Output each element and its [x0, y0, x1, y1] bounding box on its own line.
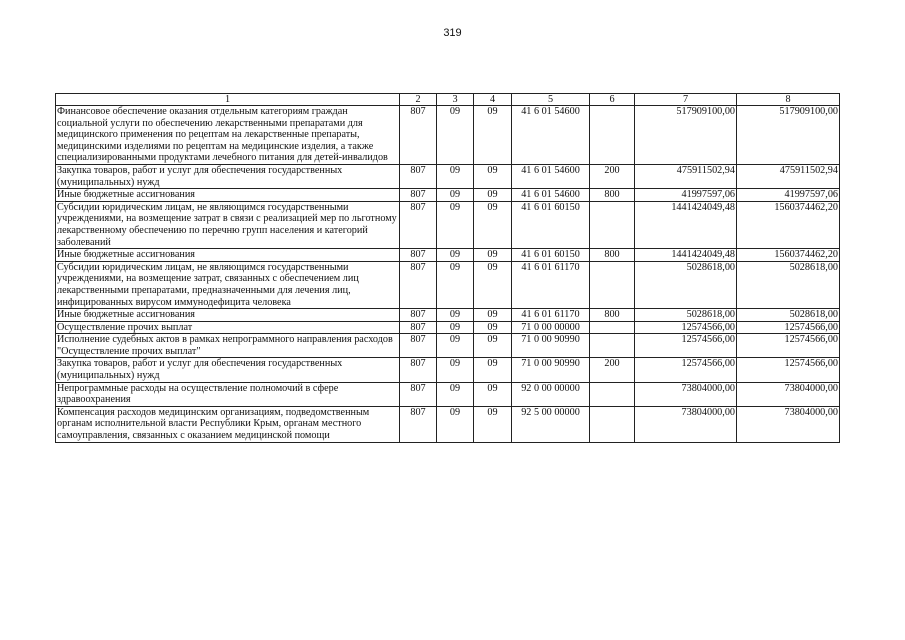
target-article-code: 41 6 01 54600	[512, 164, 590, 188]
row-name: Непрограммные расходы на осуществление полномочий в сфере здравоохранения	[56, 382, 400, 406]
row-name: Иные бюджетные ассигнования	[56, 309, 400, 322]
header-row	[56, 94, 840, 106]
subsection-code: 09	[474, 164, 512, 188]
expense-type-code: 800	[590, 309, 635, 322]
amount-col8: 5028618,00	[737, 261, 840, 308]
table-row	[56, 249, 840, 262]
ministry-code: 807	[400, 406, 437, 442]
ministry-code: 807	[400, 358, 437, 382]
amount-col7: 73804000,00	[635, 382, 737, 406]
row-name: Осуществление прочих выплат	[56, 321, 400, 334]
section-code: 09	[437, 334, 474, 358]
ministry-code: 807	[400, 321, 437, 334]
table-row	[56, 201, 840, 248]
expense-type-code	[590, 261, 635, 308]
subsection-code: 09	[474, 334, 512, 358]
target-article-code: 71 0 00 90990	[512, 334, 590, 358]
amount-col7: 73804000,00	[635, 406, 737, 442]
amount-col7: 1441424049,48	[635, 201, 737, 248]
col-header-4: 4	[474, 94, 512, 106]
subsection-code: 09	[474, 309, 512, 322]
page-number: 319	[443, 27, 462, 39]
amount-col8: 73804000,00	[737, 406, 840, 442]
section-code: 09	[437, 358, 474, 382]
target-article-code: 92 5 00 00000	[512, 406, 590, 442]
row-name: Иные бюджетные ассигнования	[56, 249, 400, 262]
subsection-code: 09	[474, 382, 512, 406]
target-article-code: 41 6 01 61170	[512, 309, 590, 322]
target-article-code: 92 0 00 00000	[512, 382, 590, 406]
col-header-5: 5	[512, 94, 590, 106]
table-row	[56, 189, 840, 202]
amount-col8: 517909100,00	[737, 106, 840, 165]
section-code: 09	[437, 309, 474, 322]
ministry-code: 807	[400, 106, 437, 165]
target-article-code: 71 0 00 90990	[512, 358, 590, 382]
table-row	[56, 321, 840, 334]
budget-table	[55, 93, 840, 443]
row-name: Компенсация расходов медицинским организациям, подведомственным органам исполнительной власти Республики Крым, органам местного самоуправления, связанных с оказанием медицинской помощи	[56, 406, 400, 442]
row-name: Иные бюджетные ассигнования	[56, 189, 400, 202]
amount-col7: 12574566,00	[635, 334, 737, 358]
amount-col7: 12574566,00	[635, 321, 737, 334]
subsection-code: 09	[474, 106, 512, 165]
section-code: 09	[437, 249, 474, 262]
expense-type-code: 800	[590, 249, 635, 262]
target-article-code: 71 0 00 00000	[512, 321, 590, 334]
amount-col7: 41997597,06	[635, 189, 737, 202]
table-row	[56, 106, 840, 165]
subsection-code: 09	[474, 189, 512, 202]
expense-type-code	[590, 334, 635, 358]
ministry-code: 807	[400, 309, 437, 322]
amount-col7: 12574566,00	[635, 358, 737, 382]
amount-col8: 12574566,00	[737, 334, 840, 358]
row-name: Финансовое обеспечение оказания отдельным категориям граждан социальной услуги по обеспечению лекарственными препаратами для медицинского применения по рецептам на лекарственные препараты, медицинскими изделиями по рецептам на медицинские изделия, а также специализированными продуктами лечебного питания для детей-инвалидов	[56, 106, 400, 165]
row-name: Субсидии юридическим лицам, не являющимся государственными учреждениями, на возмещение затрат в связи с реализацией мер по льготному лекарственному обеспечению по перечню групп населения и категорий заболеваний	[56, 201, 400, 248]
amount-col7: 5028618,00	[635, 261, 737, 308]
row-name: Субсидии юридическим лицам, не являющимся государственными учреждениями, на возмещение затрат, связанных с обеспечением лиц лекарственными препаратами, предназначенными для лечения лиц, инфицированных вирусом иммунодефицита человека	[56, 261, 400, 308]
ministry-code: 807	[400, 189, 437, 202]
ministry-code: 807	[400, 334, 437, 358]
target-article-code: 41 6 01 54600	[512, 106, 590, 165]
target-article-code: 41 6 01 60150	[512, 201, 590, 248]
col-header-3: 3	[437, 94, 474, 106]
expense-type-code	[590, 201, 635, 248]
amount-col8: 1560374462,20	[737, 249, 840, 262]
amount-col8: 73804000,00	[737, 382, 840, 406]
amount-col8: 41997597,06	[737, 189, 840, 202]
col-header-6: 6	[590, 94, 635, 106]
amount-col8: 12574566,00	[737, 358, 840, 382]
ministry-code: 807	[400, 382, 437, 406]
amount-col7: 5028618,00	[635, 309, 737, 322]
section-code: 09	[437, 261, 474, 308]
expense-type-code: 800	[590, 189, 635, 202]
ministry-code: 807	[400, 164, 437, 188]
expense-type-code	[590, 382, 635, 406]
expense-type-code	[590, 321, 635, 334]
subsection-code: 09	[474, 261, 512, 308]
table-row	[56, 406, 840, 442]
table-row	[56, 309, 840, 322]
row-name: Исполнение судебных актов в рамках непрограммного направления расходов "Осуществление прочих выплат"	[56, 334, 400, 358]
expense-type-code: 200	[590, 358, 635, 382]
subsection-code: 09	[474, 201, 512, 248]
section-code: 09	[437, 406, 474, 442]
row-name: Закупка товаров, работ и услуг для обеспечения государственных (муниципальных) нужд	[56, 164, 400, 188]
section-code: 09	[437, 164, 474, 188]
col-header-1: 1	[56, 94, 400, 106]
row-name: Закупка товаров, работ и услуг для обеспечения государственных (муниципальных) нужд	[56, 358, 400, 382]
col-header-2: 2	[400, 94, 437, 106]
table-row	[56, 358, 840, 382]
subsection-code: 09	[474, 321, 512, 334]
amount-col7: 517909100,00	[635, 106, 737, 165]
amount-col7: 475911502,94	[635, 164, 737, 188]
table-row	[56, 261, 840, 308]
section-code: 09	[437, 201, 474, 248]
section-code: 09	[437, 189, 474, 202]
subsection-code: 09	[474, 358, 512, 382]
amount-col8: 1560374462,20	[737, 201, 840, 248]
target-article-code: 41 6 01 54600	[512, 189, 590, 202]
subsection-code: 09	[474, 249, 512, 262]
table-row	[56, 164, 840, 188]
amount-col8: 5028618,00	[737, 309, 840, 322]
ministry-code: 807	[400, 249, 437, 262]
col-header-8: 8	[737, 94, 840, 106]
expense-type-code: 200	[590, 164, 635, 188]
amount-col8: 475911502,94	[737, 164, 840, 188]
col-header-7: 7	[635, 94, 737, 106]
table-row	[56, 382, 840, 406]
target-article-code: 41 6 01 60150	[512, 249, 590, 262]
ministry-code: 807	[400, 261, 437, 308]
expense-type-code	[590, 106, 635, 165]
target-article-code: 41 6 01 61170	[512, 261, 590, 308]
amount-col7: 1441424049,48	[635, 249, 737, 262]
amount-col8: 12574566,00	[737, 321, 840, 334]
section-code: 09	[437, 321, 474, 334]
ministry-code: 807	[400, 201, 437, 248]
table-row	[56, 334, 840, 358]
section-code: 09	[437, 106, 474, 165]
subsection-code: 09	[474, 406, 512, 442]
expense-type-code	[590, 406, 635, 442]
section-code: 09	[437, 382, 474, 406]
